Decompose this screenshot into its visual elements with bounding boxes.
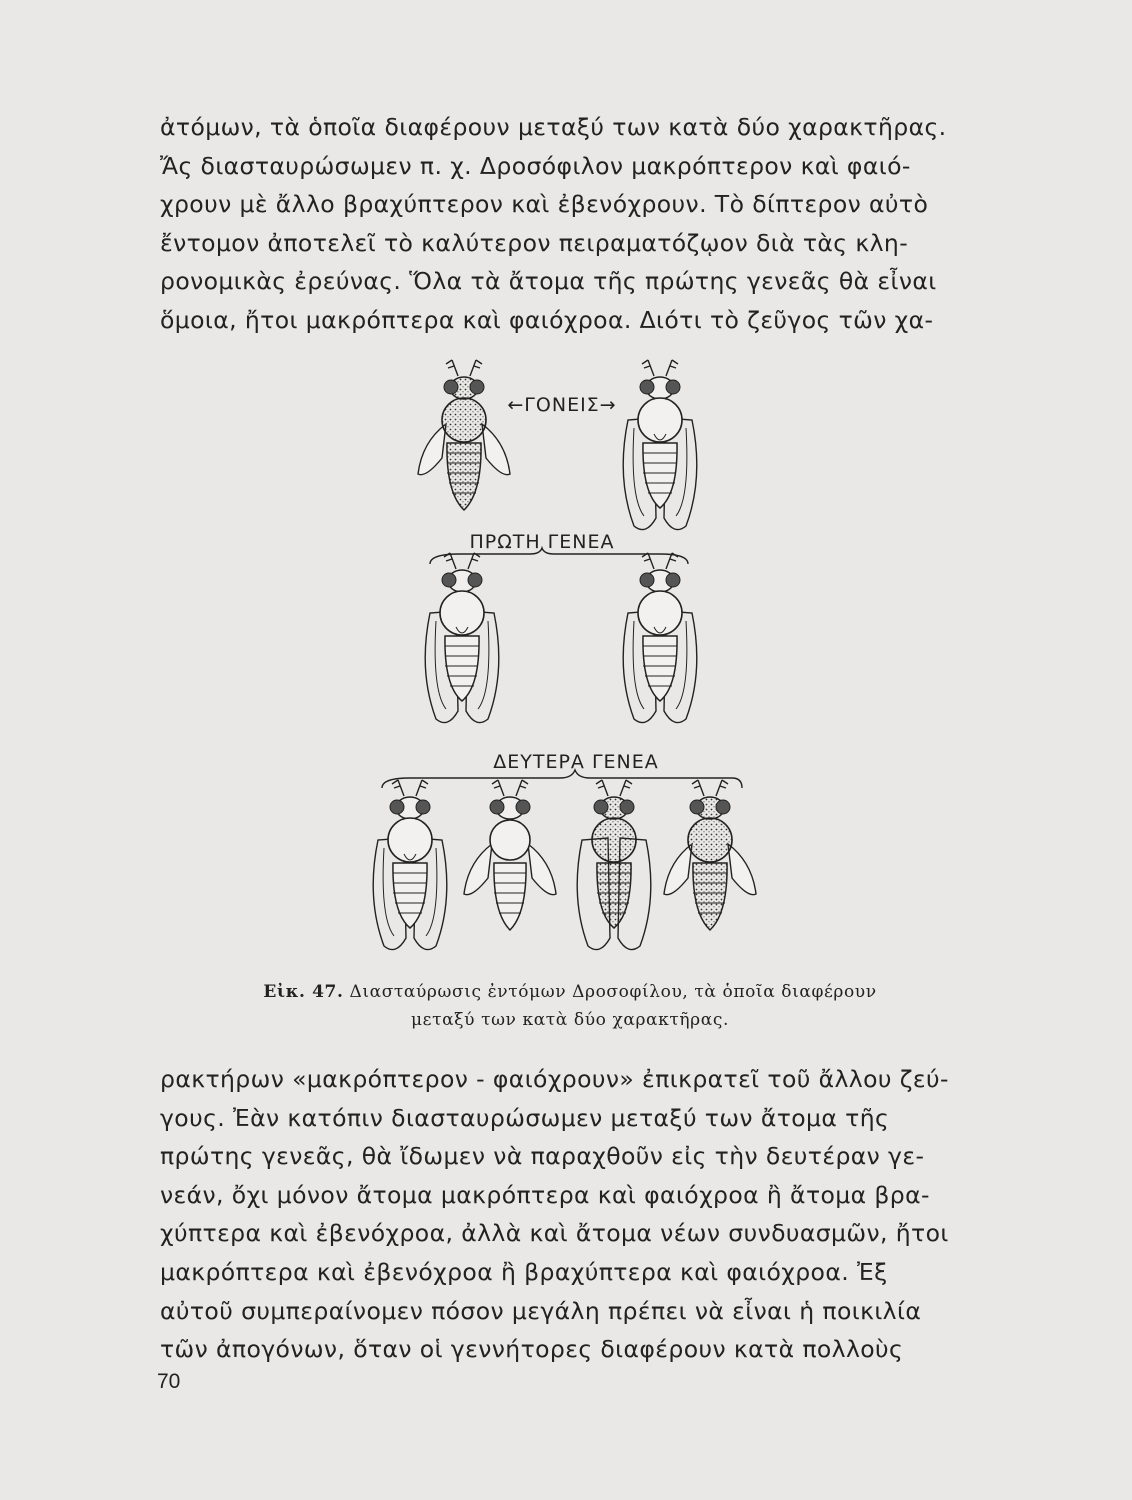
f1-fly-right — [623, 553, 697, 723]
drosophila-cross-figure — [370, 348, 790, 968]
text-line: Ἄς διασταυρώσωμεν π. χ. Δροσόφιλον μακρόπτερον καὶ φαιό- — [160, 151, 911, 180]
text-line: ρονομικὰς ἐρεύνας. Ὅλα τὰ ἄτομα τῆς πρώτης γενεᾶς θὰ εἶναι — [160, 267, 937, 296]
text-line: ἀτόμων, τὰ ὁποῖα διαφέρουν μεταξύ των κατὰ δύο χαρακτῆρας. — [160, 113, 947, 141]
page-number: 70 — [157, 1370, 181, 1393]
bottom-paragraph — [160, 1060, 1028, 1369]
parents-label: ←ΓΟΝΕΙΣ→ — [507, 394, 617, 416]
figure-illustration — [370, 348, 790, 968]
text-line: αὐτοῦ συμπεραίνομεν πόσον μεγάλη πρέπει νὰ εἶναι ἡ ποικιλία — [160, 1296, 922, 1325]
caption-line-2: μεταξύ των κατὰ δύο χαρακτῆρας. — [411, 1010, 729, 1030]
text-line: ἔντομον ἀποτελεῖ τὸ καλύτερον πειραματόζῳον διὰ τὰς κλη- — [160, 228, 909, 257]
parent-fly-long-wing-grey — [623, 360, 697, 530]
text-line: τῶν ἀπογόνων, ὅταν οἱ γεννήτορες διαφέρουν κατὰ πολλοὺς — [160, 1335, 904, 1364]
f2-fly-short-grey — [464, 780, 556, 930]
caption-text: Διασταύρωσις ἐντόμων Δροσοφίλου, τὰ ὁποῖα διαφέρουν — [349, 982, 877, 1002]
text-line: πρώτης γενεᾶς, θὰ ἴδωμεν νὰ παραχθοῦν εἰς τὴν δευτέραν γε- — [160, 1142, 925, 1171]
f2-fly-long-grey — [373, 780, 447, 950]
f2-fly-long-dark — [577, 780, 651, 950]
second-generation-label: ΔΕΥΤΕΡΑ ΓΕΝΕΑ — [493, 751, 659, 773]
figure-caption — [200, 978, 940, 1034]
text-line: γους. Ἐὰν κατόπιν διασταυρώσωμεν μεταξύ των ἄτομα τῆς — [160, 1103, 890, 1132]
figure-number: Εἰκ. 47. — [263, 982, 344, 1002]
caption-line-1 — [200, 978, 940, 1006]
first-generation-label: ΠΡΩΤΗ ΓΕΝΕΑ — [469, 531, 615, 553]
top-paragraph — [160, 108, 1028, 340]
f2-fly-short-dark — [664, 780, 756, 930]
text-line: χρουν μὲ ἄλλο βραχύπτερον καὶ ἐβενόχρουν. Τὸ δίπτερον αὐτὸ — [160, 190, 929, 219]
text-line: νεάν, ὄχι μόνον ἄτομα μακρόπτερα καὶ φαιόχροα ἢ ἄτομα βρα- — [160, 1180, 930, 1209]
f1-fly-left — [425, 553, 499, 723]
text-line: χύπτερα καὶ ἐβενόχροα, ἀλλὰ καὶ ἄτομα νέων συνδυασμῶν, ἤτοι — [160, 1219, 949, 1248]
text-line: μακρόπτερα καὶ ἐβενόχροα ἢ βραχύπτερα καὶ φαιόχροα. Ἐξ — [160, 1257, 888, 1286]
parent-fly-short-wing-dark — [418, 360, 510, 510]
text-line: ρακτήρων «μακρόπτερον - φαιόχρουν» ἐπικρατεῖ τοῦ ἄλλου ζεύ- — [160, 1065, 949, 1093]
text-line: ὅμοια, ἤτοι μακρόπτερα καὶ φαιόχροα. Διότι τὸ ζεῦγος τῶν χα- — [160, 305, 934, 334]
